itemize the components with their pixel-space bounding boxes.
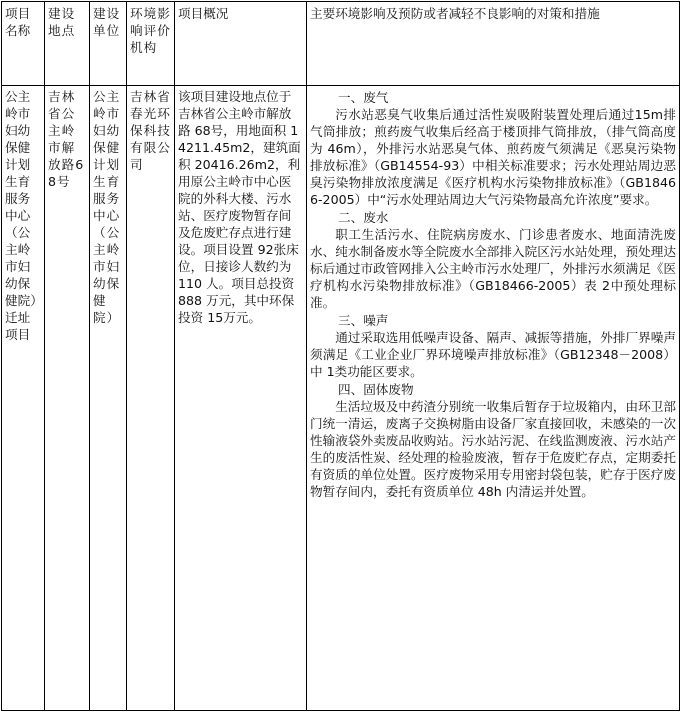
water-section-title: 二、废水 (338, 210, 389, 225)
cell-eia-agency: 吉林省春光环保科技有限公司 (127, 86, 175, 711)
header-overview: 项目概况 (175, 2, 307, 86)
header-row (2, 2, 680, 86)
cell-site: 吉林省公主岭市解放路68号 (45, 86, 90, 711)
cell-measures (307, 86, 680, 711)
noise-section-text: 通过采取选用低噪声设备、隔声、减振等措施，外排厂界噪声须满足《工业企业厂界环境噪声排放标准》（GB12348－2008）中 1类功能区要求。 (310, 330, 676, 379)
water-section-text: 职工生活污水、住院病房废水、门诊患者废水、地面清洗废水、纯水制备废水等全院废水全部排入院区污水站处理，预处理达标后通过市政管网排入公主岭市污水处理厂，外排污水须满足《医疗机构水污染物排放标准》（GB18466-2005）表 2中预处理标准。 (310, 227, 676, 310)
air-section-title: 一、废气 (338, 90, 389, 105)
air-section-text: 污水站恶臭气收集后通过活性炭吸附装置处理后通过15m排气筒排放；煎药废气收集后经高于楼顶排气筒排放，（排气筒高度为 46m），外排污水站恶臭气体、煎药废气须满足《恶臭污染物排放标准》（GB14554-93）中相关标准要求；污水处理站周边恶臭污染物排放浓度满足《医疗机构水污染物排放标准》（GB18466-2005）中“污水处理站周边大气污染物最高允许浓度”要求。 (310, 107, 676, 207)
header-project-name: 项目名称 (2, 2, 45, 86)
noise-section-title: 三、噪声 (338, 313, 389, 328)
cell-project-name: 公主岭市妇幼保健计划生育服务中心（公主岭市妇幼保健院）迁址项目 (2, 86, 45, 711)
cell-unit: 公主岭市妇幼保健计划生育服务中心（公主岭市妇幼保健院） (90, 86, 127, 711)
solid-waste-section-title: 四、固体废物 (338, 382, 414, 397)
header-measures: 主要环境影响及预防或者减轻不良影响的对策和措施 (307, 2, 680, 86)
header-site: 建设地点 (45, 2, 90, 86)
header-unit: 建设单位 (90, 2, 127, 86)
table-row (2, 86, 680, 711)
cell-overview: 该项目建设地点位于吉林省公主岭市解放路 68号，用地面积 14211.45m2，建筑面积 20416.26m2，利用原公主岭市中心医院的外科大楼、污水站、医疗废物暂存间及危废贮存点进行建设。项目设置 92张床位，日接诊人数约为 110 人。项目总投资 888 万元，其中环保投资 15万元。 (175, 86, 307, 711)
project-table (1, 1, 680, 711)
solid-waste-section-text: 生活垃圾及中药渣分别统一收集后暂存于垃圾箱内，由环卫部门统一清运，废离子交换树脂由设备厂家直接回收，未感染的一次性输液袋外卖废品收购站。污水站污泥、在线监测废液、污水站产生的废活性炭、经处理的检验废液，暂存于危废贮存点，定期委托有资质的单位处置。医疗废物采用专用密封袋包装，贮存于医疗废物暂存间内，委托有资质单位 48h 内清运并处置。 (310, 399, 676, 499)
header-eia-agency: 环境影响评价机构 (127, 2, 175, 86)
